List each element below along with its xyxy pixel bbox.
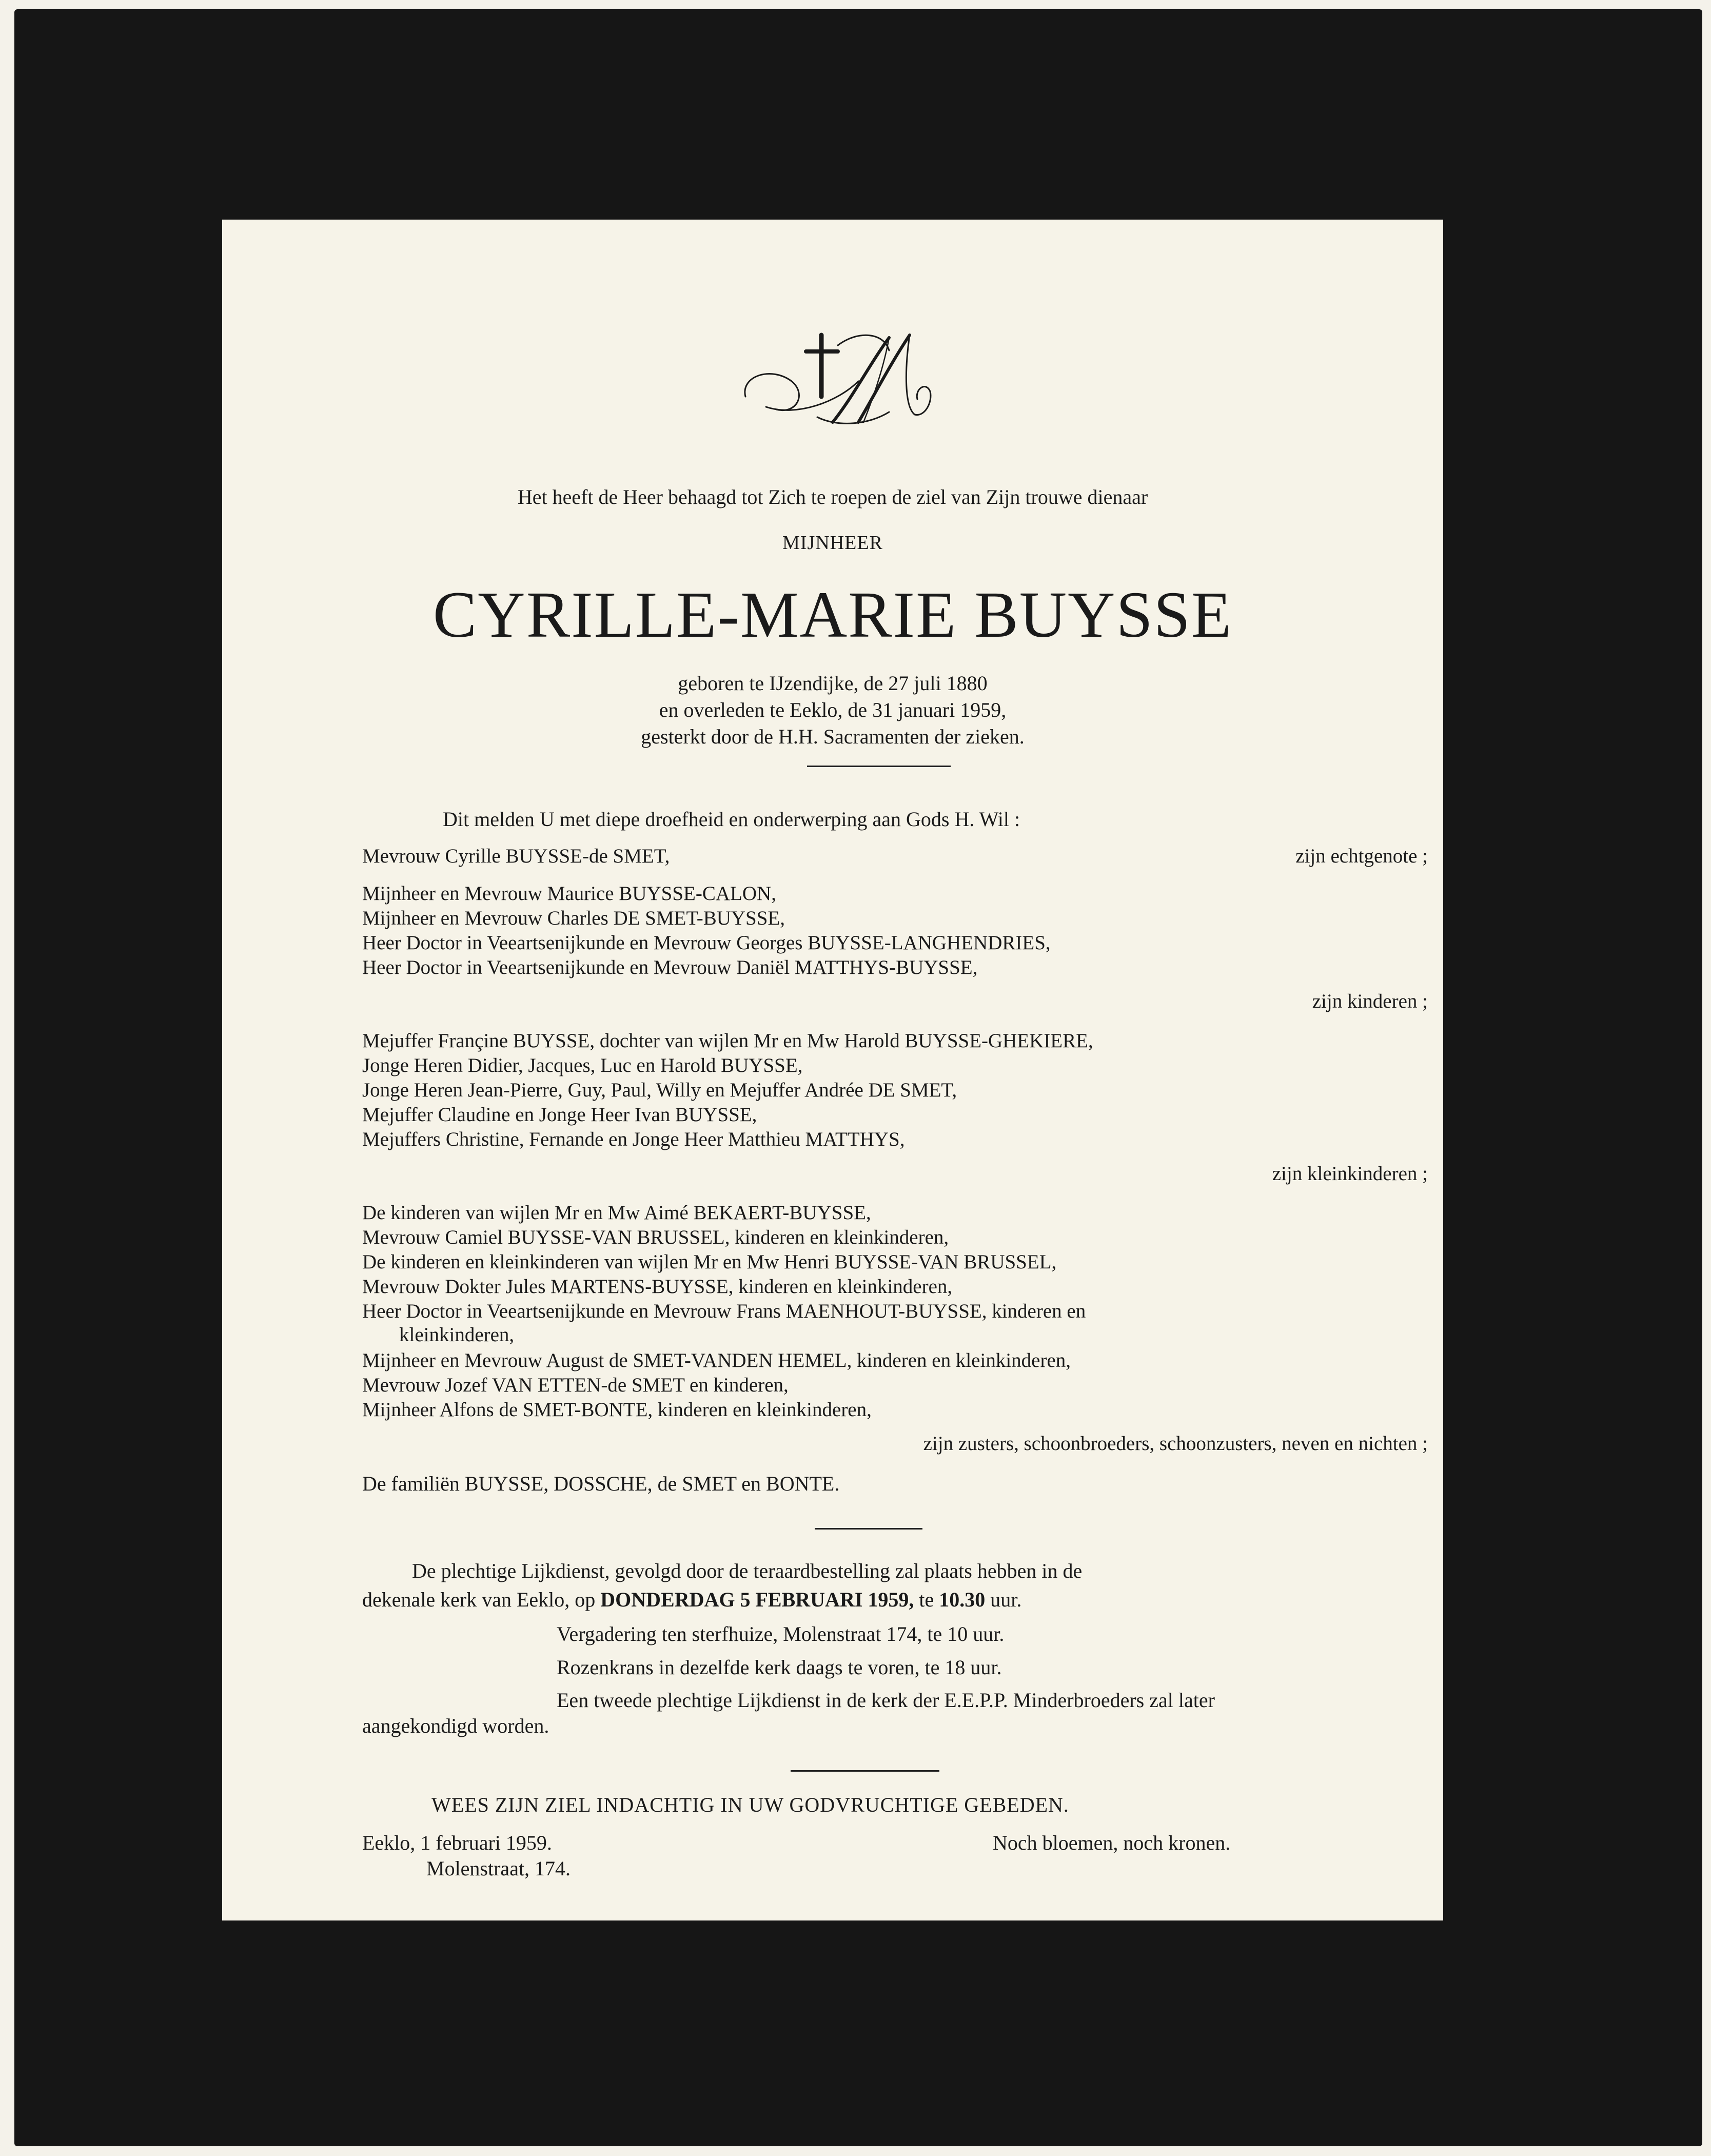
sibling-line: Mevrouw Jozef VAN ETTEN-de SMET en kinderen, [362,1374,789,1396]
grandchildren-relation: zijn kleinkinderen ; [1272,1163,1428,1185]
honorific: MIJNHEER [782,532,883,554]
grandchildren-line: Mejuffer Françine BUYSSE, dochter van wijlen Mr en Mw Harold BUYSSE-GHEKIERE, [362,1030,1093,1052]
announcement-line: Dit melden U met diepe droefheid en onderwerping aan Gods H. Wil : [443,808,1020,831]
children-line: Mijnheer en Mevrouw Maurice BUYSSE-CALON, [362,883,776,905]
divider-1 [807,766,951,767]
cross-monogram-icon [735,320,951,438]
spouse-relation: zijn echtgenote ; [1295,845,1428,867]
grandchildren-line: Jonge Heren Didier, Jacques, Luc en Harold BUYSSE, [362,1054,803,1076]
intro-line: Het heeft de Heer behaagd tot Zich te roepen de ziel van Zijn trouwe dienaar [517,485,1148,508]
sibling-line: Heer Doctor in Veeartsenijkunde en Mevrouw Frans MAENHOUT-BUYSSE, kinderen en [362,1300,1086,1322]
sibling-line: De kinderen van wijlen Mr en Mw Aimé BEKAERT-BUYSSE, [362,1202,871,1224]
divider-2 [815,1528,922,1530]
grandchildren-line: Mejuffer Claudine en Jonge Heer Ivan BUYSSE, [362,1104,757,1126]
place-date: Eeklo, 1 februari 1959. [362,1831,552,1854]
children-line: Mijnheer en Mevrouw Charles DE SMET-BUYSSE, [362,907,785,929]
sibling-line: Mijnheer Alfons de SMET-BONTE, kinderen en kleinkinderen, [362,1399,872,1421]
grandchildren-line: Mejuffers Christine, Fernande en Jonge Heer Matthieu MATTHYS, [362,1128,905,1150]
service-line-1: De plechtige Lijkdienst, gevolgd door de teraardbestelling zal plaats hebben in de [412,1559,1083,1582]
sibling-line: Mijnheer en Mevrouw August de SMET-VANDEN HEMEL, kinderen en kleinkinderen, [362,1349,1071,1371]
sacraments-line: gesterkt door de H.H. Sacramenten der zieken. [641,725,1025,748]
birth-line: geboren te IJzendijke, de 27 juli 1880 [678,672,988,695]
families-line: De familiën BUYSSE, DOSSCHE, de SMET en BONTE. [362,1472,840,1495]
gathering-line: Vergadering ten sterfhuize, Molenstraat 174, te 10 uur. [557,1622,1005,1645]
service-line-2-pre: dekenale kerk van Eeklo, op [362,1588,596,1611]
service-uur: uur. [990,1588,1022,1611]
sibling-line: De kinderen en kleinkinderen van wijlen Mr en Mw Henri BUYSSE-VAN BRUSSEL, [362,1251,1057,1273]
service-line-2 [362,1587,1021,1612]
rosary-line: Rozenkrans in dezelfde kerk daags te voren, te 18 uur. [557,1656,1002,1679]
no-flowers-note: Noch bloemen, noch kronen. [993,1831,1231,1854]
sibling-line: Mevrouw Dokter Jules MARTENS-BUYSSE, kinderen en kleinkinderen, [362,1276,953,1298]
siblings-relation: zijn zusters, schoonbroeders, schoonzusters, neven en nichten ; [923,1433,1428,1455]
grandchildren-line: Jonge Heren Jean-Pierre, Guy, Paul, Willy en Mejuffer Andrée DE SMET, [362,1079,957,1101]
service-te: te [919,1588,934,1611]
deceased-name: CYRILLE-MARIE BUYSSE [432,578,1233,651]
children-line: Heer Doctor in Veeartsenijkunde en Mevrouw Georges BUYSSE-LANGHENDRIES, [362,932,1051,954]
second-service-line-2: aangekondigd worden. [362,1714,549,1737]
sibling-line: Mevrouw Camiel BUYSSE-VAN BRUSSEL, kinderen en kleinkinderen, [362,1226,949,1248]
sibling-line: kleinkinderen, [399,1324,515,1346]
announcement-paper [222,220,1443,1920]
service-time: 10.30 [939,1588,986,1611]
divider-3 [791,1770,939,1772]
black-mourning-border [14,9,1702,2146]
second-service-line-1: Een tweede plechtige Lijkdienst in de kerk der E.E.P.P. Minderbroeders zal later [557,1689,1215,1712]
prayer-line: WEES ZIJN ZIEL INDACHTIG IN UW GODVRUCHTIGE GEBEDEN. [431,1793,1069,1816]
service-date: DONDERDAG 5 FEBRUARI 1959, [600,1588,914,1611]
spouse-name: Mevrouw Cyrille BUYSSE-de SMET, [362,845,670,867]
death-line: en overleden te Eeklo, de 31 januari 1959, [659,698,1007,721]
children-line: Heer Doctor in Veeartsenijkunde en Mevrouw Daniël MATTHYS-BUYSSE, [362,956,978,978]
children-relation: zijn kinderen ; [1312,990,1428,1012]
address: Molenstraat, 174. [426,1857,571,1880]
